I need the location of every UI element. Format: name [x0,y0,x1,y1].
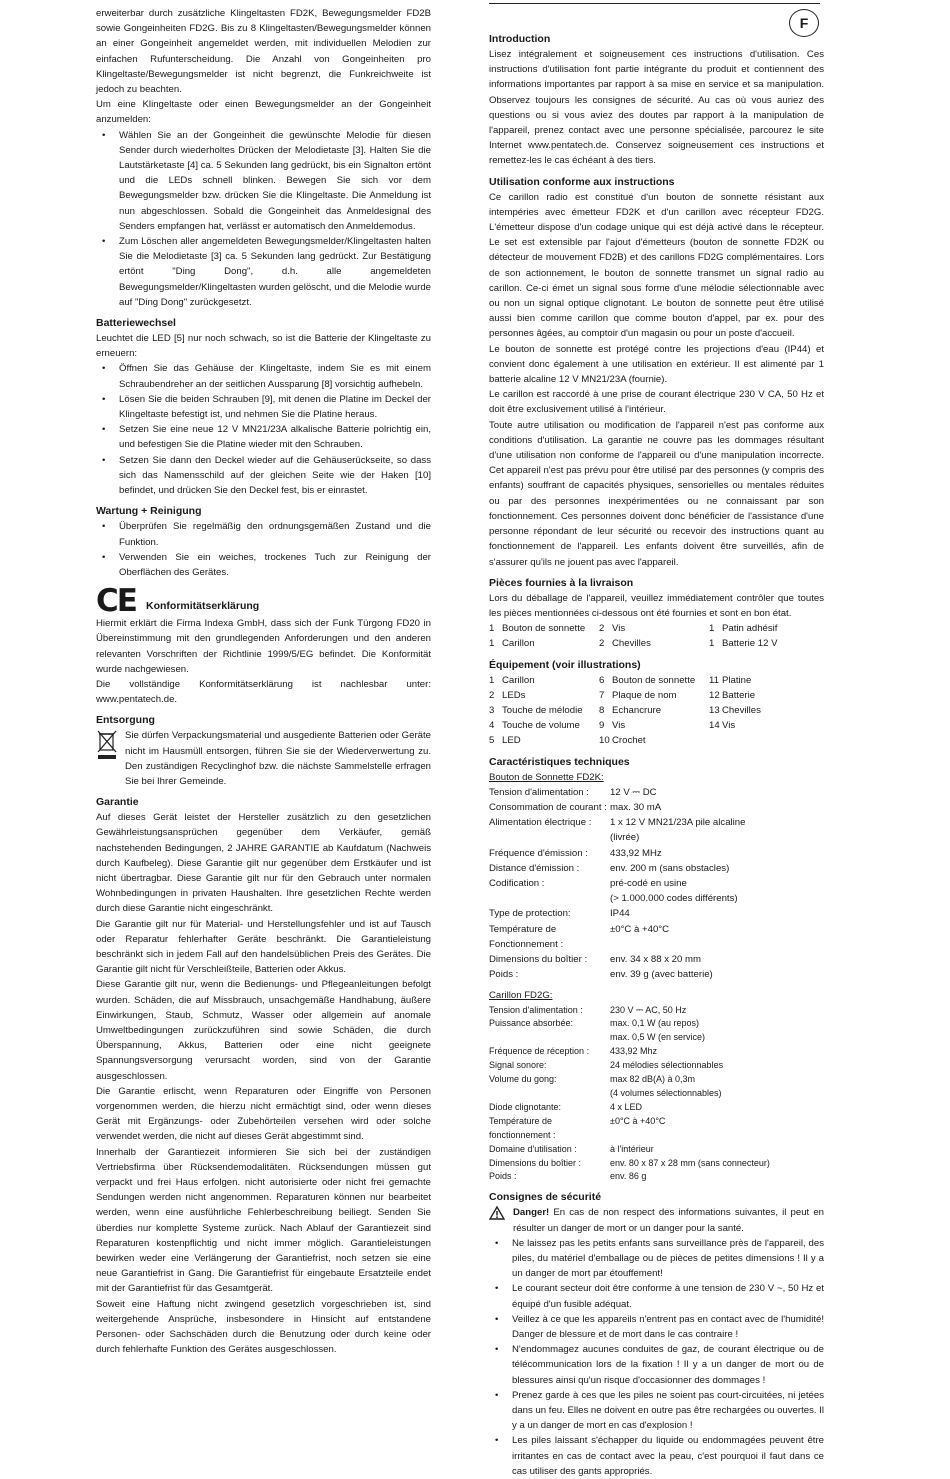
spec-label: Codification : [489,877,545,889]
equipment-item [599,718,709,733]
section-title-use: Utilisation conforme aux instructions [489,175,675,188]
right-column [489,26,824,1479]
section-title-introduction: Introduction [489,33,551,45]
use-paragraph: Le bouton de sonnette est protégé contre les projections d'eau (IP44) et convient donc également à une utilisation en extérieur. Il est alimenté par 1 batterie alcaline 12 V MN21/23A (fournie). [489,343,824,386]
spec-value: env. 80 x 87 x 28 mm (sans connecteur) [610,1157,770,1168]
battery-list [96,361,431,498]
introduction-text: Lisez intégralement et soigneusement ces instructions d'utilisation. Ces instructions d'utilisation font partie intégrante du produit et contiennent des informations importantes par rapport à sa mise en service et sa manipulation. Observez toujours les consignes de sécurité. Au cas où vous auriez des questions ou si vous aviez des doutes par rapport à la manipulation de l'appareil, prenez contact avec une personne spécialisée, parcourez le site Internet www.pentatech.de. Conservez soigneusement ces instructions et remettez-les le cas échéant à des tiers. [489,49,824,167]
equipment-item [709,688,819,703]
spec-value: 230 V ⎓ AC, 50 Hz [610,1004,687,1015]
list-item: • Zum Löschen aller angemeldeten Bewegungsmelder/Klingeltasten halten Sie die Melodietaste [3] ca. 5 Sekunden lang gedrückt. Zur Bestätigung ertönt "Ding Dong", d.h. alle angemeldeten Bewegungsmelder/Klingeltasten wurden gelöscht, und die Melodie wurde auf "Ding Dong" zurückgesetzt. [119,234,431,310]
button-specs-table [489,785,824,983]
spec-value: IP44 [610,908,630,920]
section-title-battery: Batteriewechsel [96,317,176,330]
list-item: • Ne laissez pas les petits enfants sans surveillance près de l'appareil, des piles, du matériel d'emballage ou de pièces de petites dimensions ! Il y a un danger de mort par étouffement! [512,1236,824,1282]
spec-label: Température de Fonctionnement : [489,923,564,950]
equipment-item-label: Crochet [612,735,646,747]
parts-list [489,621,824,651]
equipment-item-label: Chevilles [722,704,761,716]
spec-label: Tension d'alimentation : [489,1004,583,1015]
part-item-label: Patin adhésif [722,623,778,635]
section-title-maintenance: Wartung + Reinigung [96,505,202,518]
spec-label: Volume du gong: [489,1074,557,1085]
part-item-number: 1 [709,638,715,650]
part-item-number: 2 [599,623,605,635]
equipment-item [599,703,709,718]
equipment-item-number: 8 [599,704,605,716]
equipment-item-label: Vis [612,720,626,732]
warranty-paragraph: Die Garantie erlischt, wenn Reparaturen oder Eingriffe von Personen vorgenommen werden, die hierzu nicht ermächtigt sind, oder wenn dieses Gerät mit Ergänzungs- oder Zubehörteilen versehen wird oder solche verwendet werden, die nicht auf dieses Gerät abgestimmt sind. [96,1085,431,1143]
equipment-item [599,673,709,688]
spec-label [489,891,610,906]
danger-row [489,1205,824,1235]
spec-value: pré-codé en usine [610,877,687,889]
section-title-conformity: Konformitätserklärung [146,600,260,613]
list-item: • Veillez à ce que les appareils n'entrent pas en contact avec de l'humidité! Danger de blessure et de mort dans le cas contraire ! [512,1312,824,1342]
equipment-item-number: 13 [709,704,720,716]
spec-value: 1 x 12 V MN21/23A pile alcaline [610,817,746,829]
top-rule [489,3,820,4]
equipment-item-number: 9 [599,720,605,732]
intro-paragraph: erweiterbar durch zusätzliche Klingeltasten FD2K, Bewegungsmelder FD2B sowie Gongeinheiten FD2G. Bis zu 8 Klingeltasten/Bewegungsmelder können an einer Gongeinheit angemeldet werden, mit individuellen Melodien zur einfachen Rufunterscheidung. Die Anzahl von Gongeinheiten pro Klingeltaste/Bewegungsmelder ist nicht begrenzt, die Funkreichweite ist jedoch zu beachten. [96,8,431,96]
use-paragraph: Ce carillon radio est constitué d'un bouton de sonnette résistant aux intempéries avec émetteur FD2K et d'un carillon avec récepteur FD2G. L'émetteur dispose d'un codage unique qui est déjà activé dans le récepteur. Le set est extensible par l'ajout d'émetteurs (bouton de sonnette FD2K ou détecteur de mouvement FD2B) et des carillons FD2G complémentaires. Lors de son actionnement, le bouton de sonnette transmet un signal radio au carillon. Ce-ci émet un signal sous forme d'une mélodie sélectionnable avec ou non un signal optique clignotant. Le bouton de sonnette peut être utilisé aussi bien comme carillon que comme bouton d'appel, par ex. pour des personnes âgées, au comptoir d'un magasin ou pour un poste d'accueil. [489,191,824,340]
safety-list [489,1236,824,1479]
equipment-item [709,733,819,748]
chime-specs-subtitle: Carillon FD2G: [489,990,553,1002]
equipment-item [489,703,599,718]
warranty-paragraph: Diese Garantie gilt nur, wenn die Bedienungs- und Pflegeanleitungen befolgt wurden. Schäden, die auf Missbrauch, unsachgemäße Handhabung, äußere Einwirkungen, Staub, Schmutz, Wasser oder allgemein auf anomale Umweltbedingungen zurückzuführen sind sowie Schäden, die durch Überspannung, Akkus, Batterien oder eine nicht geeignete Spannungsversorgung verursacht worden, sind von der Garantie ausgeschlossen. [96,979,431,1082]
disposal-text: Sie dürfen Verpackungsmaterial und ausgediente Batterien oder Geräte nicht im Hausmüll entsorgen, führen Sie sie der Wiederverwertung zu. Den zuständigen Recyclinghof bzw. die nächste Sammelstelle erfragen Sie bei Ihrer Gemeinde. [125,730,431,787]
register-list [96,128,431,310]
equipment-item-label: LEDs [502,689,526,701]
spec-value: 12 V ⎓ DC [610,786,657,798]
spec-label: Distance d'émission : [489,862,580,874]
part-item-number: 1 [709,623,715,635]
spec-label: Dimensions du boîtier : [489,1157,582,1168]
equipment-item-number: 11 [709,674,719,686]
equipment-item-number: 5 [489,735,495,747]
equipment-item [599,688,709,703]
part-item [599,636,709,651]
warranty-paragraph: Die Garantie gilt nur für Material- und Herstellungsfehler und ist auf Tausch oder Reparatur fehlerhafter Geräte beschränkt. Die Garantieleistung beschränkt sich in jedem Fall auf den handelsüblichen Preis des Gerätes. Die Garantie gilt nicht für Verschleißteile, Batterien oder Akkus. [96,918,431,976]
part-item [599,621,709,636]
equipment-item-number: 10 [599,735,610,747]
list-item: • Verwenden Sie ein weiches, trockenes Tuch zur Reinigung der Oberflächen des Gerätes. [119,550,431,580]
section-title-warranty: Garantie [96,796,139,809]
list-item: • Setzen Sie dann den Deckel wieder auf die Gehäuserückseite, so dass sich das Namensschild auf der gleichen Seite wie der Haken [10] befindet, und drücken Sie den Deckel fest, bis er einrastet. [119,453,431,499]
equipment-item-number: 7 [599,689,605,701]
part-item-label: Batterie 12 V [722,638,778,650]
equipment-item [489,718,599,733]
spec-label: Alimentation électrique : [489,817,592,829]
section-title-safety: Consignes de sécurité [489,1191,602,1204]
list-item: • Öffnen Sie das Gehäuse der Klingeltaste, indem Sie es mit einem Schraubendreher an der seitlichen Aussparung [8] vorsichtig aufhebeln. [119,361,431,391]
equipment-item-label: Vis [722,720,736,732]
crossed-bin-icon [96,730,118,789]
equipment-item [709,673,819,688]
equipment-item-number: 14 [709,720,720,732]
list-item: • Prenez garde à ces que les piles ne soient pas court-circuitées, ni jetées dans un feu. Elles ne doivent en outre pas être rechargées ou ouvertes. Il y a un danger de mort en cas d'explosion ! [512,1388,824,1434]
list-item: • Les piles laissant s'échapper du liquide ou endommagées peuvent être irritantes en cas de contact avec la peau, c'est pourquoi il faut dans ce cas utiliser des gants appropriés. [512,1433,824,1479]
spec-label: Type de protection: [489,908,571,920]
equipment-list [489,673,824,749]
spec-value: (livrée) [610,832,640,844]
spec-value: 433,92 Mhz [610,1046,658,1057]
danger-text: En cas de non respect des informations suivantes, il peut en résulter un danger de mort or un danger pour la santé. [513,1207,825,1234]
spec-value: env. 86 g [610,1171,647,1182]
part-item-number: 2 [599,638,605,650]
part-item-label: Chevilles [612,638,651,650]
spec-label [489,1031,610,1045]
use-paragraph: Le carillon est raccordé à une prise de courant électrique 230 V CA, 50 Hz et doit être exclusivement utilisé à l'intérieur. [489,389,824,416]
spec-value: env. 34 x 88 x 20 mm [610,953,702,965]
equipment-item [599,733,709,748]
warning-triangle-icon [489,1206,505,1235]
spec-label: Dimensions du boîtier : [489,953,588,965]
equipment-item-number: 6 [599,674,605,686]
spec-value: max. 0,1 W (au repos) [610,1018,700,1029]
chime-specs-table [489,1004,824,1185]
spec-value: ±0°C à +40°C [610,923,670,935]
button-specs-subtitle: Bouton de Sonnette FD2K: [489,771,604,783]
equipment-item-number: 3 [489,704,495,716]
spec-value: env. 39 g (avec batterie) [610,969,713,981]
equipment-item-label: Bouton de sonnette [612,674,696,686]
equipment-item-number: 1 [489,674,495,686]
spec-label: Domaine d'utilisation : [489,1143,577,1154]
equipment-item-number: 12 [709,689,720,701]
left-column [96,6,431,1357]
ce-mark-icon: CE [96,583,136,620]
part-item-label: Bouton de sonnette [502,623,586,635]
equipment-item-label: Platine [722,674,752,686]
part-item-number: 1 [489,623,495,635]
spec-value: à l'intérieur [610,1143,654,1154]
spec-label: Fréquence de réception : [489,1046,590,1057]
part-item [489,621,599,636]
spec-value: env. 200 m (sans obstacles) [610,862,730,874]
spec-value: 24 mélodies sélectionnables [610,1060,724,1071]
language-badge: F [789,9,819,37]
spec-label: Consommation de courant : [489,801,607,813]
warranty-paragraph: Soweit eine Haftung nicht zwingend gesetzlich vorgeschrieben ist, sind weitergehende Ansprüche, insbesondere in Hinsicht auf entstandene Personen- oder Sachschäden durch die Benutzung oder durch keine oder durch fehlerhafte Funktion des Gerätes ausgeschlossen. [96,1298,431,1356]
part-item-label: Vis [612,623,626,635]
spec-value: (> 1.000.000 codes différents) [610,893,738,905]
equipment-item [489,688,599,703]
warranty-paragraph: Innerhalb der Garantiezeit informieren Sie sich bei der zuständigen Vertriebsfirma über Rücksendemodalitäten. Rücksendungen müssen gut verpackt und frei Haus erfolgen. nicht autorisierte oder nicht frei gemachte Sendungen werden nicht angenommen. Reparaturen können nur bearbeitet werden, wenn eine ausführliche Fehlerbeschreibung beiliegt. Senden Sie überdies nur komplette Systeme zurück. Nach Ablauf der Garantiezeit sind Reparaturen kostenpflichtig und nicht immer möglich. Garantieleistungen bewirken weder eine Verlängerung der Garantiefrist, noch setzen sie eine neue Garantiefrist in Gang. Die Garantiefrist für eingebaute Ersatzteile endet mit der Garantiefrist für das Gesamtgerät. [96,1146,431,1295]
conformity-link-text: Die vollständige Konformitätserklärung ist nachlesbar unter: www.pentatech.de. [96,678,431,706]
disposal-block [96,728,431,789]
equipment-item-number: 2 [489,689,495,701]
list-item: • Lösen Sie die beiden Schrauben [9], mit denen die Platine im Deckel der Klingeltaste befestigt ist, und nehmen Sie die Platine heraus. [119,392,431,422]
spec-value: (4 volumes sélectionnables) [610,1088,722,1099]
section-title-equipment: Équipement (voir illustrations) [489,658,641,671]
spec-value: max 82 dB(A) à 0,3m [610,1074,696,1085]
spec-label [489,1087,610,1101]
register-intro: Um eine Klingeltaste oder einen Bewegungsmelder an der Gongeinheit anzumelden: [96,99,431,126]
equipment-item [709,703,819,718]
spec-label: Poids : [489,1171,517,1182]
equipment-item-label: LED [502,735,521,747]
list-item: • Überprüfen Sie regelmäßig den ordnungsgemäßen Zustand und die Funktion. [119,519,431,549]
equipment-item-label: Plaque de nom [612,689,677,701]
conformity-header [96,583,431,620]
equipment-item [709,718,819,733]
use-paragraph: Toute autre utilisation ou modification de l'appareil n'est pas conforme aux conditions d'utilisation. La garantie ne couvre pas les dommages résultant d'une utilisation non conforme de l'appareil ou d'une manipulation incorrecte. Cet appareil n'est pas prévu pour être utilisé par des personnes (y compris des enfants) souffrant de capacités physiques, sensorielles ou mentales réduites ou par des personnes inexpérimentées ou ne connaissant par son fonctionnement. Ces personnes doivent donc bénéficier de l'assistance d'une personne répondant de leur sécurité ou recevoir des instructions quant au fonctionnement de l'appareil. Les enfants doivent être surveillés, afin de s'assurer qu'ils ne jouent pas avec l'appareil. [489,419,824,568]
maintenance-list [96,519,431,580]
spec-label: Diode clignotante: [489,1101,562,1112]
spec-value: 4 x LED [610,1101,643,1112]
spec-value: max. 30 mA [610,801,662,813]
spec-label: Fréquence d'émission : [489,847,588,859]
danger-label: Danger! [513,1207,550,1219]
list-item: • Le courant secteur doit être conforme à une tension de 230 V ~, 50 Hz et équipé d'un fusible adéquat. [512,1281,824,1311]
equipment-item [489,733,599,748]
part-item [709,621,819,636]
equipment-item-label: Carillon [502,674,535,686]
section-title-disposal: Entsorgung [96,714,155,727]
spec-value: 433,92 MHz [610,847,662,859]
equipment-item-label: Batterie [722,689,756,701]
part-item [489,636,599,651]
equipment-item-label: Echancrure [612,704,662,716]
equipment-item-label: Touche de volume [502,720,580,732]
list-item: • N'endommagez aucunes conduites de gaz, de courant électrique ou de télécommunication lors de la fixation ! Il y a un danger de mort ou de blessures ainsi qu'un risque d'occasionner des dommages ! [512,1342,824,1388]
part-item-number: 1 [489,638,495,650]
spec-label: Température de fonctionnement : [489,1115,556,1140]
equipment-item-label: Touche de mélodie [502,704,583,716]
list-item: • Setzen Sie eine neue 12 V MN21/23A alkalische Batterie polrichtig ein, und befestigen Sie die Platine wieder mit den Schrauben. [119,422,431,452]
spec-value: max. 0,5 W (en service) [610,1032,706,1043]
battery-intro: Leuchtet die LED [5] nur noch schwach, so ist die Batterie der Klingeltaste zu erneuern: [96,333,431,360]
equipment-item-number: 4 [489,720,495,732]
spec-label: Poids : [489,969,519,981]
spec-value: ±0°C à +40°C [610,1115,666,1126]
spec-label [489,830,610,845]
part-item [709,636,819,651]
part-item-label: Carillon [502,638,535,650]
spec-label: Signal sonore: [489,1060,547,1071]
conformity-text: Hiermit erklärt die Firma Indexa GmbH, dass sich der Funk Türgong FD20 in Übereinstimmung mit den grundlegenden Anforderungen und den anderen relevanten Vorschriften der Richtlinie 1999/5/EG befindet. Die Konformität wurde nachgewiesen. [96,618,431,675]
spec-label: Tension d'alimentation : [489,786,589,798]
section-title-tech: Caractéristiques techniques [489,755,630,768]
parts-text: Lors du déballage de l'appareil, veuillez immédiatement contrôler que toutes les pièces mentionnées ci-dessous ont été fournies et sont en bon état. [489,592,824,619]
spec-label: Puissance absorbée: [489,1018,574,1029]
list-item: • Wählen Sie an der Gongeinheit die gewünschte Melodie für diesen Sender durch wiederholtes Drücken der Melodietaste [3]. Halten Sie die Lautstärketaste [4] ca. 5 Sekunden lang gedrückt, bis ein Signalton ertönt und die LEDs schnell blinken. Bewegen Sie sich vor dem Bewegungsmelder bzw. drücken Sie die Klingeltaste. Die Anmeldung ist nun abgeschlossen. Sobald die Gongeinheit das Anmeldesignal des Senders empfangen hat, verlässt er automatisch den Anmeldemodus. [119,128,431,234]
warranty-paragraph: Auf dieses Gerät leistet der Hersteller zusätzlich zu den gesetzlichen Gewährleistungsansprüchen gegenüber dem Verkäufer, gemäß nachstehenden Bedingungen, 2 JAHRE GARANTIE ab Kaufdatum (Nachweis durch Kaufbeleg). Diese Garantie gilt nur gegenüber dem Erstkäufer und ist nicht übertragbar. Diese Garantie gilt nur für den Gebrauch unter normalen Wohnbedingungen in privaten Haushalten. Ihre gesetzlichen Rechte werden durch diese Garantie nicht eingeschränkt. [96,812,431,915]
equipment-item [489,673,599,688]
section-title-parts: Pièces fournies à la livraison [489,576,634,589]
